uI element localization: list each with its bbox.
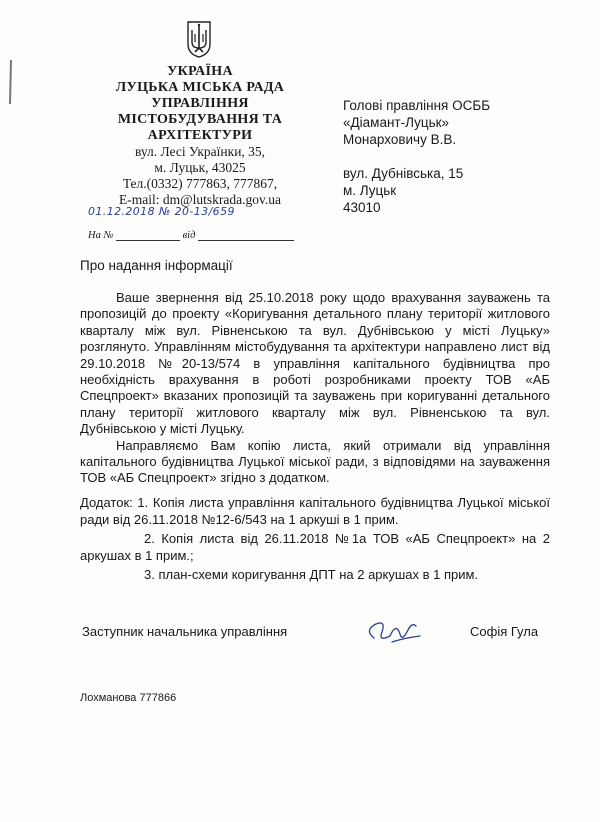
attachment-item-3: 3. план-схеми коригування ДПТ на 2 аркушах в 1 прим. — [144, 567, 479, 582]
signatory-name: Софія Гула — [470, 624, 539, 639]
letter-body — [80, 290, 550, 487]
body-paragraph-1: Ваше звернення від 25.10.2018 року щодо врахування зауважень та пропозицій до проекту «Коригування детального плану території житлового кварталу між вул. Рівненською та вул. Дубнівською у місті Луцьку» розглянуто. Управлінням містобудування та архітектури направлено лист від 29.10.2018 №20-13/574 в управління капітального будівництва про необхідність врахування в роботі розробниками проекту ТОВ «АБ Спецпроект» вказаних пропозицій та зауважень при коригуванні детального плану території житлового кварталу між вул. Рівненською та вул. Дубнівською у місті Луцьку. — [80, 290, 550, 437]
attachment-item-2: 2. Копія листа від 26.11.2018 №1а ТОВ «АБ Спецпроект» на 2 аркушах в 1 прим.; — [80, 531, 550, 563]
attachments-list — [80, 494, 550, 585]
recipient-line-1: Голові правління ОСББ — [343, 98, 491, 113]
department-line-3: АРХІТЕКТУРИ — [147, 128, 253, 143]
reference-date-blank — [198, 240, 294, 241]
reference-number-blank — [116, 240, 180, 241]
letter-subject: Про надання інформації — [80, 258, 233, 273]
council-name: ЛУЦЬКА МІСЬКА РАДА — [115, 80, 285, 95]
handwritten-outgoing-number: 01.12.2018 № 20-13/659 — [88, 205, 235, 218]
sender-city: м. Луцьк, 43025 — [154, 160, 246, 175]
body-paragraph-2: Направляємо Вам копію листа, який отримали від управління капітального будівництва Луцької міської ради, з відповідями на зауваження ТОВ «АБ Спецпроект» згідно з додатком. — [80, 437, 550, 486]
recipient-line-2: «Діамант-Луцьк» — [343, 115, 450, 130]
sender-phone: Тел.(0332) 777863, 777867, — [122, 176, 278, 191]
recipient-line-3: Монарховичу В.В. — [343, 132, 457, 147]
recipient-block — [343, 97, 583, 216]
attachment-item-1: Додаток: 1. Копія листа управління капітального будівництва Луцької міської ради від 26.11.2018 №12-6/543 на 1 аркуші в 1 прим. — [80, 495, 550, 527]
handwritten-signature-icon — [360, 612, 430, 652]
signatory-title: Заступник начальника управління — [82, 624, 288, 639]
department-line-1: УПРАВЛІННЯ — [151, 96, 249, 111]
sender-street: вул. Лесі Українки, 35, — [134, 144, 266, 159]
reference-date-label: від — [182, 230, 196, 241]
recipient-city: м. Луцьк — [343, 183, 397, 198]
department-line-2: МІСТОБУДУВАННЯ ТА — [117, 112, 283, 127]
sender-email: E-mail: dm@lutskrada.gov.ua — [119, 192, 281, 207]
sender-letterhead — [90, 64, 310, 208]
recipient-street: вул. Дубнівська, 15 — [343, 166, 464, 181]
reference-row — [88, 230, 294, 241]
recipient-postcode: 43010 — [343, 200, 381, 215]
coat-of-arms-icon — [186, 20, 212, 58]
executor-line: Лохманова 777866 — [80, 692, 177, 704]
scan-artifact-mark — [8, 60, 14, 104]
reference-number-label: На № — [88, 230, 114, 241]
country-name: УКРАЇНА — [167, 64, 233, 79]
